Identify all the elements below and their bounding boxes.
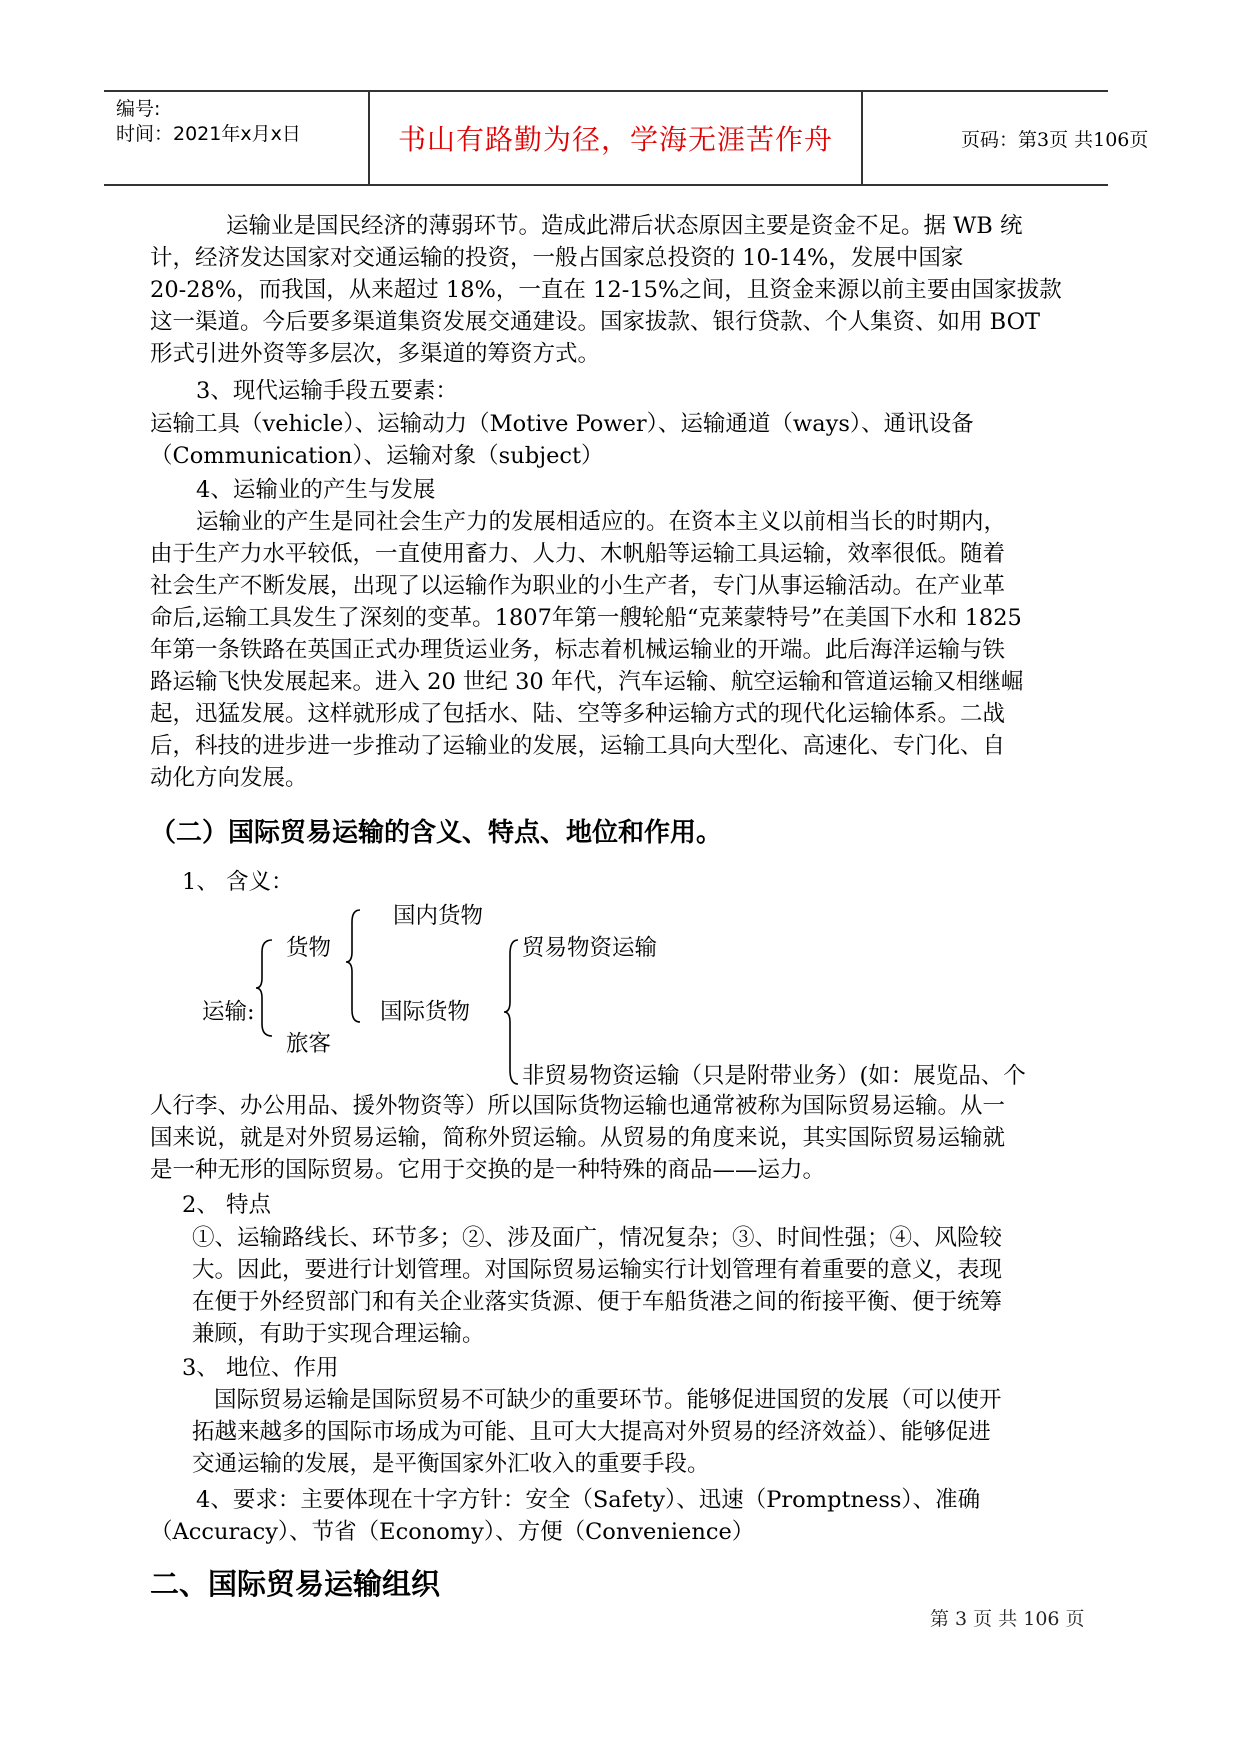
paragraph-line: （Accuracy）、节省（Economy）、方便（Convenience） (150, 1519, 755, 1545)
brace-root (256, 938, 276, 1038)
diagram-international-goods: 国际货物 (380, 999, 471, 1025)
paragraph-line: 4、要求：主要体现在十字方针：安全（Safety）、迅速（Promptness）、准确 (196, 1487, 981, 1513)
brace-goods (344, 908, 364, 1024)
page-header (104, 90, 1149, 186)
paragraph-line: 是一种无形的国际贸易。它用于交换的是一种特殊的商品——运力。 (150, 1157, 826, 1183)
page-code: 页码：第3页 共106页 (961, 128, 1149, 151)
diagram-domestic-goods: 国内货物 (393, 903, 484, 929)
subsection-title: 1、 含义： (182, 869, 294, 895)
paragraph-line: 路运输飞快发展起来。进入 20 世纪 30 年代，汽车运输、航空运输和管道运输又相继崛 (150, 669, 1024, 695)
number-label: 编号: (116, 98, 161, 120)
diagram-trade-goods-transport: 贸易物资运输 (522, 935, 658, 961)
diagram-nontrade-transport: 非贸易物资运输（只是附带业务）(如：展览品、个 (522, 1063, 1026, 1089)
paragraph-line: 后，科技的进步进一步推动了运输业的发展，运输工具向大型化、高速化、专门化、自 (150, 733, 1006, 759)
header-left-cell (104, 92, 367, 184)
diagram-goods: 货物 (286, 935, 332, 961)
paragraph-line: 运输业的产生是同社会生产力的发展相适应的。在资本主义以前相当长的时期内， (196, 509, 1007, 535)
paragraph-line: 动化方向发展。 (150, 765, 308, 791)
page-footer: 第 3 页 共 106 页 (930, 1608, 1085, 1630)
item-title: 4、运输业的产生与发展 (196, 477, 436, 503)
paragraph-line: 在便于外经贸部门和有关企业落实货源、便于车船货港之间的衔接平衡、便于统筹 (192, 1289, 1003, 1315)
paragraph-line: 社会生产不断发展，出现了以运输作为职业的小生产者，专门从事运输活动。在产业革 (150, 573, 1006, 599)
paragraph-line: 由于生产力水平较低，一直使用畜力、人力、木帆船等运输工具运输，效率很低。随着 (150, 541, 1006, 567)
paragraph-line: 起，迅猛发展。这样就形成了包括水、陆、空等多种运输方式的现代化运输体系。二战 (150, 701, 1006, 727)
paragraph-line: 拓越来越多的国际市场成为可能、且可大大提高对外贸易的经济效益）、能够促进 (192, 1419, 991, 1445)
subsection-title: 2、 特点 (182, 1192, 271, 1218)
paragraph-line: 命后,运输工具发生了深刻的变革。1807年第一艘轮船“克莱蒙特号”在美国下水和 1825 (150, 605, 1022, 631)
paragraph-line: 国来说，就是对外贸易运输，简称外贸运输。从贸易的角度来说，其实国际贸易运输就 (150, 1125, 1006, 1151)
paragraph-line: 人行李、办公用品、援外物资等）所以国际货物运输也通常被称为国际贸易运输。从一 (150, 1093, 1006, 1119)
brace-international (502, 938, 522, 1086)
motto: 书山有路勤为径，学海无涯苦作舟 (368, 92, 863, 184)
time-label: 时间：2021年x月x日 (116, 123, 301, 145)
paragraph-line: ①、运输路线长、环节多；②、涉及面广，情况复杂；③、时间性强；④、风险较 (192, 1225, 1003, 1251)
paragraph-line: 计，经济发达国家对交通运输的投资，一般占国家总投资的 10-14%，发展中国家 (150, 245, 964, 271)
paragraph-line: 大。因此，要进行计划管理。对国际贸易运输实行计划管理有着重要的意义，表现 (192, 1257, 1003, 1283)
item-title: 3、现代运输手段五要素： (196, 378, 458, 404)
paragraph-line: 运输工具（vehicle）、运输动力（Motive Power）、运输通道（ways）、通讯设备 (150, 411, 974, 437)
chapter-heading: 二、国际贸易运输组织 (150, 1567, 441, 1601)
section-heading: （二）国际贸易运输的含义、特点、地位和作用。 (150, 818, 723, 848)
diagram-passengers: 旅客 (286, 1031, 332, 1057)
paragraph-line: 20-28%，而我国，从来超过 18%，一直在 12-15%之间，且资金来源以前主要由国家拔款 (150, 277, 1062, 303)
paragraph-line: 兼顾，有助于实现合理运输。 (192, 1321, 485, 1347)
paragraph-line: （Communication）、运输对象（subject） (150, 443, 604, 469)
paragraph-line: 交通运输的发展，是平衡国家外汇收入的重要手段。 (192, 1451, 710, 1477)
paragraph-line: 这一渠道。今后要多渠道集资发展交通建设。国家拔款、银行贷款、个人集资、如用 BOT (150, 309, 1041, 335)
subsection-title: 3、 地位、作用 (182, 1355, 339, 1381)
paragraph-line: 年第一条铁路在英国正式办理货运业务，标志着机械运输业的开端。此后海洋运输与铁 (150, 637, 1006, 663)
paragraph-line: 国际贸易运输是国际贸易不可缺少的重要环节。能够促进国贸的发展（可以使开 (214, 1387, 1002, 1413)
paragraph-line: 形式引进外资等多层次，多渠道的筹资方式。 (150, 341, 601, 367)
diagram-root-transport: 运输: (202, 999, 255, 1025)
paragraph-line: 运输业是国民经济的薄弱环节。造成此滞后状态原因主要是资金不足。据 WB 统 (226, 213, 1023, 239)
